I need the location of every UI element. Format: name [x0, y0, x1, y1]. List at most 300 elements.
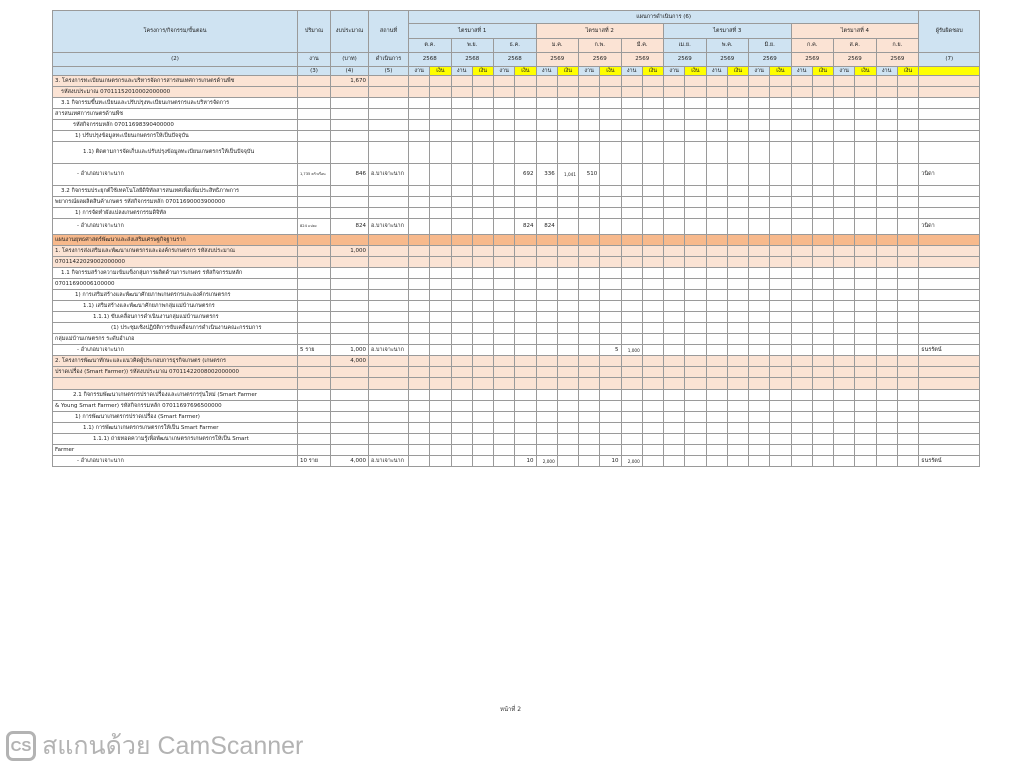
- row-plan-cell: [494, 412, 515, 423]
- table-row: [53, 334, 980, 345]
- row-plan-cell: [791, 301, 812, 312]
- row-plan-cell: [494, 120, 515, 131]
- row-plan-cell: [749, 120, 770, 131]
- row-plan-cell: [536, 378, 557, 390]
- row-plan-cell: [494, 279, 515, 290]
- row-plan-cell: [855, 301, 876, 312]
- row-plan-cell: [706, 434, 727, 445]
- row-plan-cell: [855, 312, 876, 323]
- row-plan-cell: [515, 268, 536, 279]
- row-plan-cell: [706, 423, 727, 434]
- row-plan-cell: [472, 219, 493, 235]
- row-plan-cell: [664, 334, 685, 345]
- row-plan-cell: [876, 87, 897, 98]
- table-row: [53, 257, 980, 268]
- row-plan-cell: [706, 186, 727, 197]
- row-plan-cell: [409, 164, 430, 186]
- row-plan-cell: [557, 334, 578, 345]
- header-money: เงิน: [897, 67, 919, 76]
- row-plan-cell: [579, 279, 600, 290]
- row-plan-cell: [749, 290, 770, 301]
- row-plan-cell: [472, 423, 493, 434]
- row-plan-cell: [876, 378, 897, 390]
- row-plan-cell: [494, 109, 515, 120]
- row-plan-cell: [876, 186, 897, 197]
- row-plan-cell: [812, 208, 833, 219]
- row-plan-cell: [621, 76, 642, 87]
- row-quantity: [298, 142, 331, 164]
- row-plan-cell: [897, 208, 919, 219]
- row-plan-cell: [770, 356, 791, 367]
- row-quantity: 10 ราย: [298, 456, 331, 467]
- row-quantity: [298, 246, 331, 257]
- row-plan-cell: [897, 434, 919, 445]
- table-row: [53, 279, 980, 290]
- header-money: เงิน: [812, 67, 833, 76]
- table-row: [53, 345, 980, 356]
- row-plan-cell: [897, 235, 919, 246]
- row-plan-cell: [409, 367, 430, 378]
- row-plan-cell: [600, 434, 621, 445]
- row-budget: [331, 131, 369, 142]
- row-plan-cell: [706, 109, 727, 120]
- row-plan-cell: [515, 445, 536, 456]
- row-plan-cell: [855, 412, 876, 423]
- row-plan-cell: [642, 412, 663, 423]
- row-plan-cell: [430, 456, 451, 467]
- row-place: [369, 76, 409, 87]
- row-quantity: [298, 356, 331, 367]
- row-plan-cell: [685, 235, 706, 246]
- row-plan-cell: [451, 87, 472, 98]
- row-plan-cell: [770, 76, 791, 87]
- row-plan-cell: [642, 290, 663, 301]
- row-plan-cell: [791, 87, 812, 98]
- row-plan-cell: [855, 445, 876, 456]
- header-qty: ปริมาณ: [298, 11, 331, 53]
- row-plan-cell: [472, 390, 493, 401]
- row-plan-cell: [876, 142, 897, 164]
- row-plan-cell: [621, 367, 642, 378]
- row-plan-cell: [812, 268, 833, 279]
- row-plan-cell: [897, 423, 919, 434]
- row-plan-cell: [409, 208, 430, 219]
- row-plan-cell: [791, 208, 812, 219]
- row-plan-cell: [579, 120, 600, 131]
- row-plan-cell: [642, 98, 663, 109]
- row-plan-cell: [579, 390, 600, 401]
- row-plan-cell: [706, 131, 727, 142]
- row-plan-cell: [536, 434, 557, 445]
- row-description: 1) การจัดทำผังแปลงเกษตรกรรมดิจิทัล: [53, 208, 298, 219]
- row-plan-cell: [791, 323, 812, 334]
- row-place: อ.บาเจาะนาก: [369, 219, 409, 235]
- row-plan-cell: [579, 131, 600, 142]
- row-plan-cell: [621, 131, 642, 142]
- row-plan-cell: [472, 279, 493, 290]
- row-budget: [331, 390, 369, 401]
- row-plan-cell: [812, 412, 833, 423]
- row-plan-cell: [621, 423, 642, 434]
- row-budget: 1,000: [331, 246, 369, 257]
- row-plan-cell: [472, 367, 493, 378]
- row-plan-cell: [855, 142, 876, 164]
- row-plan-cell: [876, 268, 897, 279]
- row-plan-cell: [876, 301, 897, 312]
- row-plan-cell: [834, 208, 855, 219]
- row-plan-cell: [621, 246, 642, 257]
- header-money: เงิน: [557, 67, 578, 76]
- row-quantity: [298, 290, 331, 301]
- header-year: 2569: [621, 53, 664, 67]
- row-plan-cell: [855, 87, 876, 98]
- row-owner: วนิดา: [919, 219, 980, 235]
- row-plan-cell: [685, 197, 706, 208]
- row-plan-cell: [600, 312, 621, 323]
- row-plan-cell: [706, 164, 727, 186]
- row-plan-cell: [791, 356, 812, 367]
- row-plan-cell: [770, 290, 791, 301]
- row-plan-cell: [579, 378, 600, 390]
- row-plan-cell: [855, 268, 876, 279]
- header-owner-blank: [919, 67, 980, 76]
- row-plan-cell: [557, 197, 578, 208]
- header-work: งาน: [664, 67, 685, 76]
- row-plan-cell: [770, 345, 791, 356]
- row-description: (1) ประชุมเชิงปฏิบัติการขับเคลื่อนการดำเนินงานคณะกรรมการ: [53, 323, 298, 334]
- row-plan-cell: [706, 279, 727, 290]
- row-plan-cell: [600, 356, 621, 367]
- row-quantity: [298, 279, 331, 290]
- row-quantity: 5 ราย: [298, 345, 331, 356]
- row-budget: [331, 142, 369, 164]
- row-plan-cell: [770, 87, 791, 98]
- row-plan-cell: [430, 323, 451, 334]
- row-plan-cell: [557, 301, 578, 312]
- row-plan-cell: [727, 197, 748, 208]
- row-budget: 846: [331, 164, 369, 186]
- row-plan-cell: [515, 120, 536, 131]
- row-quantity: [298, 131, 331, 142]
- header-money: เงิน: [642, 67, 663, 76]
- row-plan-cell: [770, 219, 791, 235]
- row-plan-cell: [834, 423, 855, 434]
- row-plan-cell: [685, 378, 706, 390]
- row-plan-cell: [770, 268, 791, 279]
- row-plan-cell: [727, 401, 748, 412]
- table-row: [53, 323, 980, 334]
- row-plan-cell: [494, 312, 515, 323]
- row-plan-cell: [621, 235, 642, 246]
- row-plan-cell: [579, 345, 600, 356]
- header-qty-num: (3): [298, 67, 331, 76]
- row-plan-cell: [515, 131, 536, 142]
- row-plan-cell: [685, 87, 706, 98]
- row-plan-cell: [834, 235, 855, 246]
- row-plan-cell: [749, 334, 770, 345]
- row-plan-cell: [472, 186, 493, 197]
- row-plan-cell: [834, 401, 855, 412]
- row-place: [369, 290, 409, 301]
- row-plan-cell: [664, 246, 685, 257]
- row-plan-cell: [706, 301, 727, 312]
- row-plan-cell: [685, 445, 706, 456]
- row-plan-cell: [557, 109, 578, 120]
- row-plan-cell: [727, 390, 748, 401]
- row-plan-cell: [494, 301, 515, 312]
- row-quantity: [298, 268, 331, 279]
- row-budget: [331, 186, 369, 197]
- row-plan-cell: [600, 301, 621, 312]
- row-quantity: [298, 76, 331, 87]
- row-plan-cell: [664, 98, 685, 109]
- row-plan-cell: [685, 401, 706, 412]
- row-plan-cell: [770, 401, 791, 412]
- row-plan-cell: [472, 164, 493, 186]
- row-plan-cell: [727, 290, 748, 301]
- row-plan-cell: [579, 197, 600, 208]
- plan-table: [52, 10, 980, 467]
- row-plan-cell: [749, 257, 770, 268]
- header-year: 2569: [749, 53, 792, 67]
- row-plan-cell: [749, 76, 770, 87]
- row-plan-cell: [494, 208, 515, 219]
- row-plan-cell: [579, 109, 600, 120]
- row-plan-cell: [834, 186, 855, 197]
- camscanner-watermark: [6, 726, 303, 766]
- row-plan-cell: [515, 434, 536, 445]
- row-plan-cell: [494, 246, 515, 257]
- row-plan-cell: [876, 390, 897, 401]
- row-plan-cell: [515, 76, 536, 87]
- table-row: [53, 434, 980, 445]
- row-plan-cell: [791, 98, 812, 109]
- row-plan-cell: [409, 257, 430, 268]
- header-work: งาน: [791, 67, 812, 76]
- header-work: งาน: [409, 67, 430, 76]
- row-description: [53, 378, 298, 390]
- row-plan-cell: [770, 142, 791, 164]
- row-plan-cell: [706, 356, 727, 367]
- row-plan-cell: [642, 142, 663, 164]
- row-plan-cell: [876, 356, 897, 367]
- row-place: [369, 378, 409, 390]
- row-plan-cell: [430, 131, 451, 142]
- row-owner: [919, 279, 980, 290]
- row-budget: [331, 412, 369, 423]
- row-plan-cell: [472, 268, 493, 279]
- row-owner: [919, 290, 980, 301]
- row-plan-cell: [430, 109, 451, 120]
- row-plan-cell: [812, 257, 833, 268]
- row-place: [369, 246, 409, 257]
- row-plan-cell: [897, 312, 919, 323]
- row-plan-cell: [430, 257, 451, 268]
- row-plan-cell: [430, 445, 451, 456]
- row-plan-cell: [664, 434, 685, 445]
- row-plan-cell: [621, 390, 642, 401]
- row-plan-cell: [451, 290, 472, 301]
- row-place: [369, 235, 409, 246]
- row-plan-cell: [749, 356, 770, 367]
- row-plan-cell: [409, 378, 430, 390]
- row-plan-cell: [770, 257, 791, 268]
- row-plan-cell: [642, 109, 663, 120]
- row-plan-cell: [706, 268, 727, 279]
- header-year: 2569: [664, 53, 707, 67]
- row-plan-cell: 2,000: [621, 456, 642, 467]
- row-plan-cell: [876, 434, 897, 445]
- row-budget: [331, 434, 369, 445]
- row-plan-cell: [642, 131, 663, 142]
- row-plan-cell: [557, 246, 578, 257]
- row-plan-cell: [664, 87, 685, 98]
- row-plan-cell: [579, 257, 600, 268]
- row-plan-cell: [472, 301, 493, 312]
- row-plan-cell: [472, 290, 493, 301]
- row-plan-cell: [876, 279, 897, 290]
- row-plan-cell: [834, 456, 855, 467]
- row-plan-cell: [812, 142, 833, 164]
- row-plan-cell: [409, 279, 430, 290]
- row-plan-cell: [727, 434, 748, 445]
- row-plan-cell: [409, 423, 430, 434]
- row-plan-cell: [855, 323, 876, 334]
- row-plan-cell: [706, 390, 727, 401]
- row-plan-cell: [876, 197, 897, 208]
- row-plan-cell: [430, 412, 451, 423]
- header-month: พ.ย.: [451, 39, 494, 53]
- row-plan-cell: [430, 390, 451, 401]
- row-plan-cell: [409, 87, 430, 98]
- row-plan-cell: [451, 312, 472, 323]
- row-plan-cell: [472, 87, 493, 98]
- row-plan-cell: [685, 312, 706, 323]
- row-plan-cell: [600, 334, 621, 345]
- row-plan-cell: [812, 197, 833, 208]
- row-plan-cell: [727, 257, 748, 268]
- row-plan-cell: [621, 434, 642, 445]
- row-plan-cell: [515, 197, 536, 208]
- row-budget: [331, 423, 369, 434]
- row-plan-cell: [834, 301, 855, 312]
- row-quantity: [298, 257, 331, 268]
- row-plan-cell: [812, 367, 833, 378]
- row-plan-cell: [834, 219, 855, 235]
- row-plan-cell: [430, 87, 451, 98]
- row-plan-cell: [579, 290, 600, 301]
- row-plan-cell: [834, 412, 855, 423]
- table-row: [53, 412, 980, 423]
- row-plan-cell: [876, 246, 897, 257]
- row-plan-cell: [791, 197, 812, 208]
- row-plan-cell: [642, 87, 663, 98]
- header-year: 2569: [791, 53, 834, 67]
- row-description: 07011422029002000000: [53, 257, 298, 268]
- row-plan-cell: [791, 423, 812, 434]
- row-plan-cell: [685, 323, 706, 334]
- header-month: มิ.ย.: [749, 39, 792, 53]
- row-plan-cell: [451, 401, 472, 412]
- row-budget: 824: [331, 219, 369, 235]
- row-plan-cell: [706, 412, 727, 423]
- row-plan-cell: [579, 412, 600, 423]
- row-plan-cell: [557, 356, 578, 367]
- row-owner: [919, 186, 980, 197]
- row-plan-cell: [727, 412, 748, 423]
- header-money: เงิน: [515, 67, 536, 76]
- table-row: [53, 109, 980, 120]
- row-plan-cell: [770, 423, 791, 434]
- row-plan-cell: 2,000: [536, 456, 557, 467]
- row-owner: [919, 98, 980, 109]
- row-plan-cell: [791, 186, 812, 197]
- row-budget: [331, 367, 369, 378]
- row-budget: [331, 279, 369, 290]
- header-month: ม.ค.: [536, 39, 579, 53]
- row-plan-cell: [727, 323, 748, 334]
- header-money: เงิน: [430, 67, 451, 76]
- row-plan-cell: [579, 456, 600, 467]
- row-plan-cell: [834, 390, 855, 401]
- row-plan-cell: [664, 109, 685, 120]
- table-row: [53, 423, 980, 434]
- row-plan-cell: [536, 246, 557, 257]
- row-plan-cell: [621, 98, 642, 109]
- row-plan-cell: [472, 235, 493, 246]
- row-plan-cell: [876, 98, 897, 109]
- row-plan-cell: [855, 235, 876, 246]
- row-plan-cell: [494, 235, 515, 246]
- row-plan-cell: [430, 312, 451, 323]
- row-budget: [331, 208, 369, 219]
- row-plan-cell: [579, 87, 600, 98]
- row-plan-cell: [515, 356, 536, 367]
- row-plan-cell: [834, 197, 855, 208]
- row-plan-cell: [855, 257, 876, 268]
- row-plan-cell: [664, 186, 685, 197]
- row-quantity: [298, 445, 331, 456]
- row-budget: [331, 120, 369, 131]
- row-plan-cell: [515, 109, 536, 120]
- row-plan-cell: [749, 412, 770, 423]
- row-plan-cell: [812, 312, 833, 323]
- row-plan-cell: [430, 164, 451, 186]
- row-plan-cell: [791, 142, 812, 164]
- header-month: เม.ย.: [664, 39, 707, 53]
- row-plan-cell: [579, 219, 600, 235]
- row-plan-cell: [642, 367, 663, 378]
- row-plan-cell: [897, 219, 919, 235]
- row-owner: ธนรรัตน์: [919, 345, 980, 356]
- row-plan-cell: [600, 208, 621, 219]
- row-plan-cell: [409, 246, 430, 257]
- row-plan-cell: [727, 246, 748, 257]
- header-year: 2569: [834, 53, 877, 67]
- row-plan-cell: [536, 445, 557, 456]
- header-owner-num: (7): [919, 53, 980, 67]
- row-plan-cell: [685, 164, 706, 186]
- row-owner: [919, 301, 980, 312]
- row-plan-cell: [451, 142, 472, 164]
- row-plan-cell: [749, 301, 770, 312]
- row-plan-cell: [855, 120, 876, 131]
- row-plan-cell: [685, 246, 706, 257]
- row-description: ปราดเปรื่อง (Smart Farmer)) รหัสงบประมาณ 07011422008002000000: [53, 367, 298, 378]
- row-plan-cell: [897, 109, 919, 120]
- row-plan-cell: [579, 423, 600, 434]
- table-row: [53, 120, 980, 131]
